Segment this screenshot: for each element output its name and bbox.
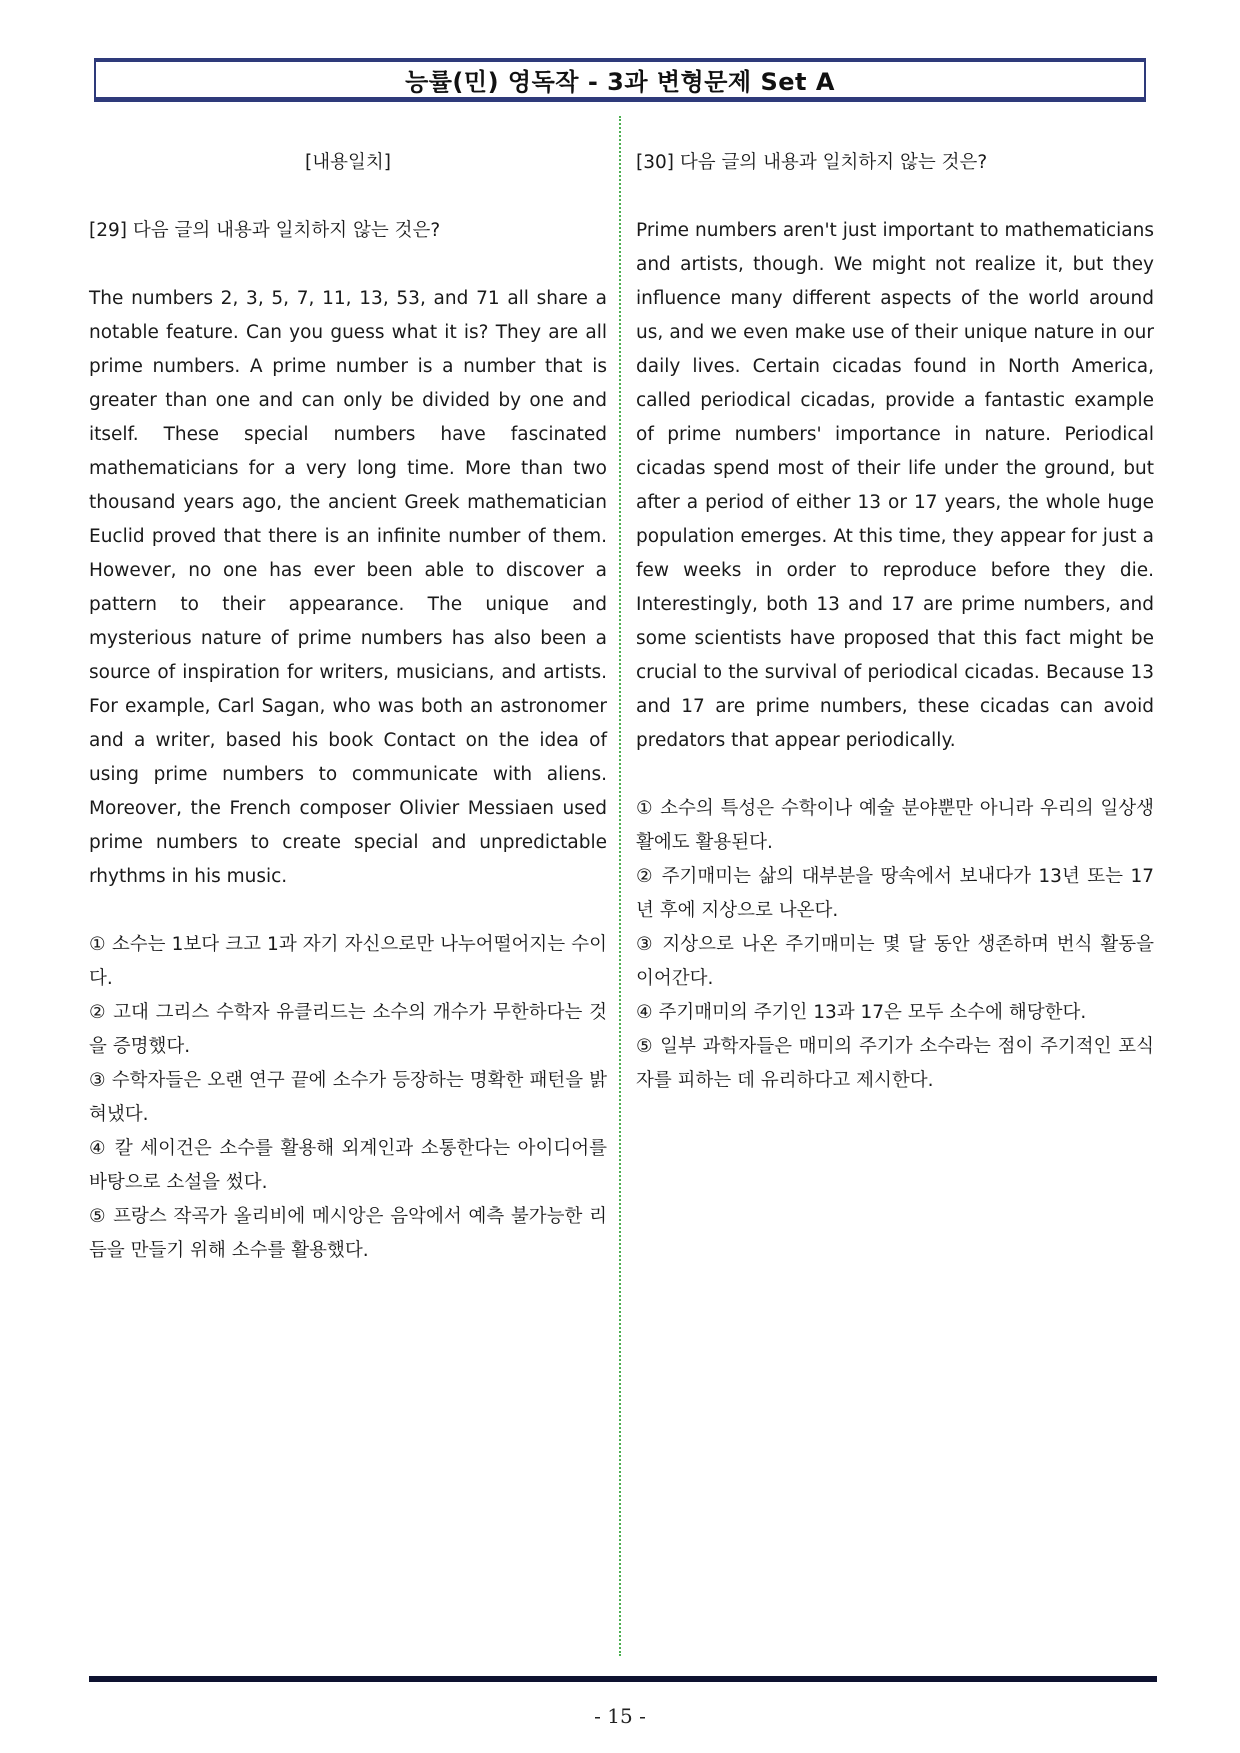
question-29-option-4: ④ 칼 세이건은 소수를 활용해 외계인과 소통한다는 아이디어를 바탕으로 소설을 썼다. xyxy=(89,1138,607,1193)
question-29-options xyxy=(89,928,607,1268)
left-column xyxy=(89,136,607,1268)
question-29-title: [29] 다음 글의 내용과 일치하지 않는 것은? xyxy=(89,220,441,241)
page-title: 능률(민) 영독작 - 3과 변형문제 Set A xyxy=(405,68,835,96)
question-29-passage: The numbers 2, 3, 5, 7, 11, 13, 53, and 71 all share a notable feature. Can you guess what it is? They are all prime numbers. A prime number is a number that is greater than one and can only be divided by one and itself. These special numbers have fascinated mathematicians for a very long time. More than two thousand years ago, the ancient Greek mathematician Euclid proved that there is an infinite number of them. However, no one has ever been able to discover a pattern to their appearance. The unique and mysterious nature of prime numbers has also been a source of inspiration for writers, musicians, and artists. For example, Carl Sagan, who was both an astronomer and a writer, based his book Contact on the idea of using prime numbers to communicate with aliens. Moreover, the French composer Olivier Messiaen used prime numbers to create special and unpredictable rhythms in his music. xyxy=(89,288,607,887)
section-label: [내용일치] xyxy=(305,152,391,173)
page-header xyxy=(94,58,1146,102)
right-column xyxy=(636,136,1154,1098)
question-29-option-5: ⑤ 프랑스 작곡가 올리비에 메시앙은 음악에서 예측 불가능한 리듬을 만들기 위해 소수를 활용했다. xyxy=(89,1206,607,1261)
question-30-title: [30] 다음 글의 내용과 일치하지 않는 것은? xyxy=(636,152,988,173)
question-30-option-4: ④ 주기매미의 주기인 13과 17은 모두 소수에 해당한다. xyxy=(636,1002,1087,1023)
question-30-option-5: ⑤ 일부 과학자들은 매미의 주기가 소수라는 점이 주기적인 포식자를 피하는 데 유리하다고 제시한다. xyxy=(636,1036,1154,1091)
question-29-option-2: ② 고대 그리스 수학자 유클리드는 소수의 개수가 무한하다는 것을 증명했다. xyxy=(89,1002,607,1057)
question-30-passage: Prime numbers aren't just important to mathematicians and artists, though. We might not realize it, but they influence many different aspects of the world around us, and we even make use of their unique nature in our daily lives. Certain cicadas found in North America, called periodical cicadas, provide a fantastic example of prime numbers' importance in nature. Periodical cicadas spend most of their life under the ground, but after a period of either 13 or 17 years, the whole huge population emerges. At this time, they appear for just a few weeks in order to reproduce before they die. Interestingly, both 13 and 17 are prime numbers, and some scientists have proposed that this fact might be crucial to the survival of periodical cicadas. Because 13 and 17 are prime numbers, these cicadas can avoid predators that appear periodically. xyxy=(636,220,1154,751)
question-30-options xyxy=(636,792,1154,1098)
question-30-option-1: ① 소수의 특성은 수학이나 예술 분야뿐만 아니라 우리의 일상생활에도 활용된다. xyxy=(636,798,1154,853)
question-30-option-3: ③ 지상으로 나온 주기매미는 몇 달 동안 생존하며 번식 활동을 이어간다. xyxy=(636,934,1154,989)
column-divider xyxy=(619,116,621,1656)
page-number: - 15 - xyxy=(594,1704,646,1728)
question-30-option-2: ② 주기매미는 삶의 대부분을 땅속에서 보내다가 13년 또는 17년 후에 지상으로 나온다. xyxy=(636,866,1155,921)
question-29-option-1: ① 소수는 1보다 크고 1과 자기 자신으로만 나누어떨어지는 수이다. xyxy=(89,934,607,989)
question-29-option-3: ③ 수학자들은 오랜 연구 끝에 소수가 등장하는 명확한 패턴을 밝혀냈다. xyxy=(89,1070,607,1125)
footer-rule xyxy=(89,1676,1157,1682)
